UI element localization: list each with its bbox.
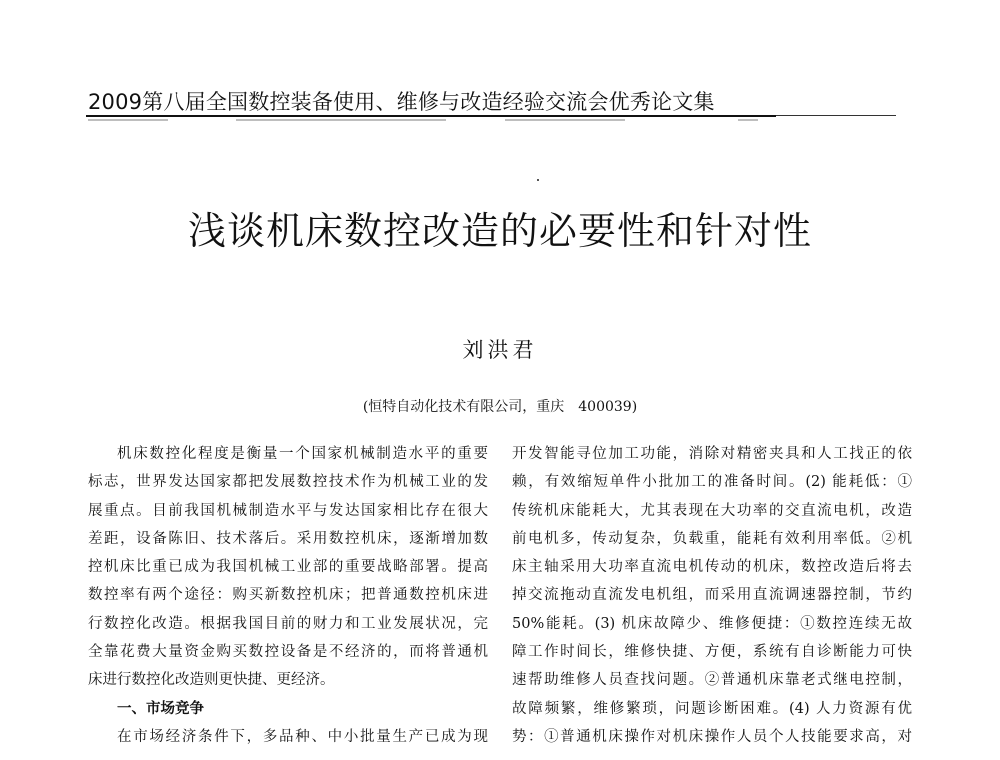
body-line: 势：①普通机床操作对机床操作人员个人技能要求高，对 [512, 728, 912, 745]
body-line: 展重点。目前我国机械制造水平与发达国家相比存在很大 [88, 502, 488, 519]
scan-speck [537, 179, 539, 181]
left-column [88, 440, 488, 751]
author-affiliation: (恒特自动化技术有限公司，重庆 400039) [362, 399, 638, 415]
body-line: 床进行数控化改造则更快捷、更经济。 [88, 672, 335, 689]
body-line: 在市场经济条件下，多品种、中小批量生产已成为现 [117, 728, 488, 745]
scan-artifact [738, 119, 758, 121]
body-line: 赖，有效缩短单件小批加工的准备时间。(2) 能耗低：① [512, 474, 912, 491]
body-line: 掉交流拖动直流发电机组，而采用直流调速器控制，节约 [512, 587, 912, 604]
body-line: 传统机床能耗大，尤其表现在大功率的交直流电机，改造 [512, 502, 912, 519]
header-rule-extension [776, 115, 896, 116]
body-line: 控机床比重已成为我国机械工业部的重要战略部署。提高 [88, 559, 488, 576]
body-line: 数控率有两个途径：购买新数控机床；把普通数控机床进 [88, 587, 488, 604]
body-line: 全靠花费大量资金购买数控设备是不经济的，而将普通机 [88, 644, 488, 661]
right-column [512, 440, 912, 751]
body-line: 床主轴采用大功率直流电机传动的机床，数控改造后将去 [512, 559, 912, 576]
author-name: 刘洪君 [462, 338, 538, 362]
section-heading: 一、市场竞争 [117, 699, 204, 717]
body-line: 机床数控化程度是衡量一个国家机械制造水平的重要 [117, 446, 488, 462]
proceedings-title: 2009第八届全国数控装备使用、维修与改造经验交流会优秀论文集 [88, 90, 715, 114]
body-line: 行数控化改造。根据我国目前的财力和工业发展状况，完 [88, 615, 488, 632]
body-line: 前电机多，传动复杂，负载重，能耗有效利用率低。②机 [512, 530, 912, 547]
scan-artifact [88, 119, 168, 121]
body-line: 速帮助维修人员查找问题。②普通机床靠老式继电控制， [512, 672, 912, 689]
body-line: 50%能耗。(3) 机床故障少、维修便捷：①数控连续无故 [512, 615, 912, 632]
scan-artifact [505, 119, 625, 121]
header-rule [86, 115, 776, 117]
body-line: 开发智能寻位加工功能，消除对精密夹具和人工找正的依 [512, 446, 912, 462]
body-line: 故障频繁，维修繁琐，问题诊断困难。(4) 人力资源有优 [512, 700, 912, 717]
body-line: 障工作时间长，维修快捷、方便，系统有自诊断能力可快 [512, 644, 912, 661]
body-line: 标志，世界发达国家都把发展数控技术作为机械工业的发 [88, 474, 488, 491]
paper-title: 浅谈机床数控改造的必要性和针对性 [187, 209, 812, 253]
scan-artifact [236, 119, 446, 121]
body-line: 差距，设备陈旧、技术落后。采用数控机床，逐渐增加数 [88, 530, 488, 547]
